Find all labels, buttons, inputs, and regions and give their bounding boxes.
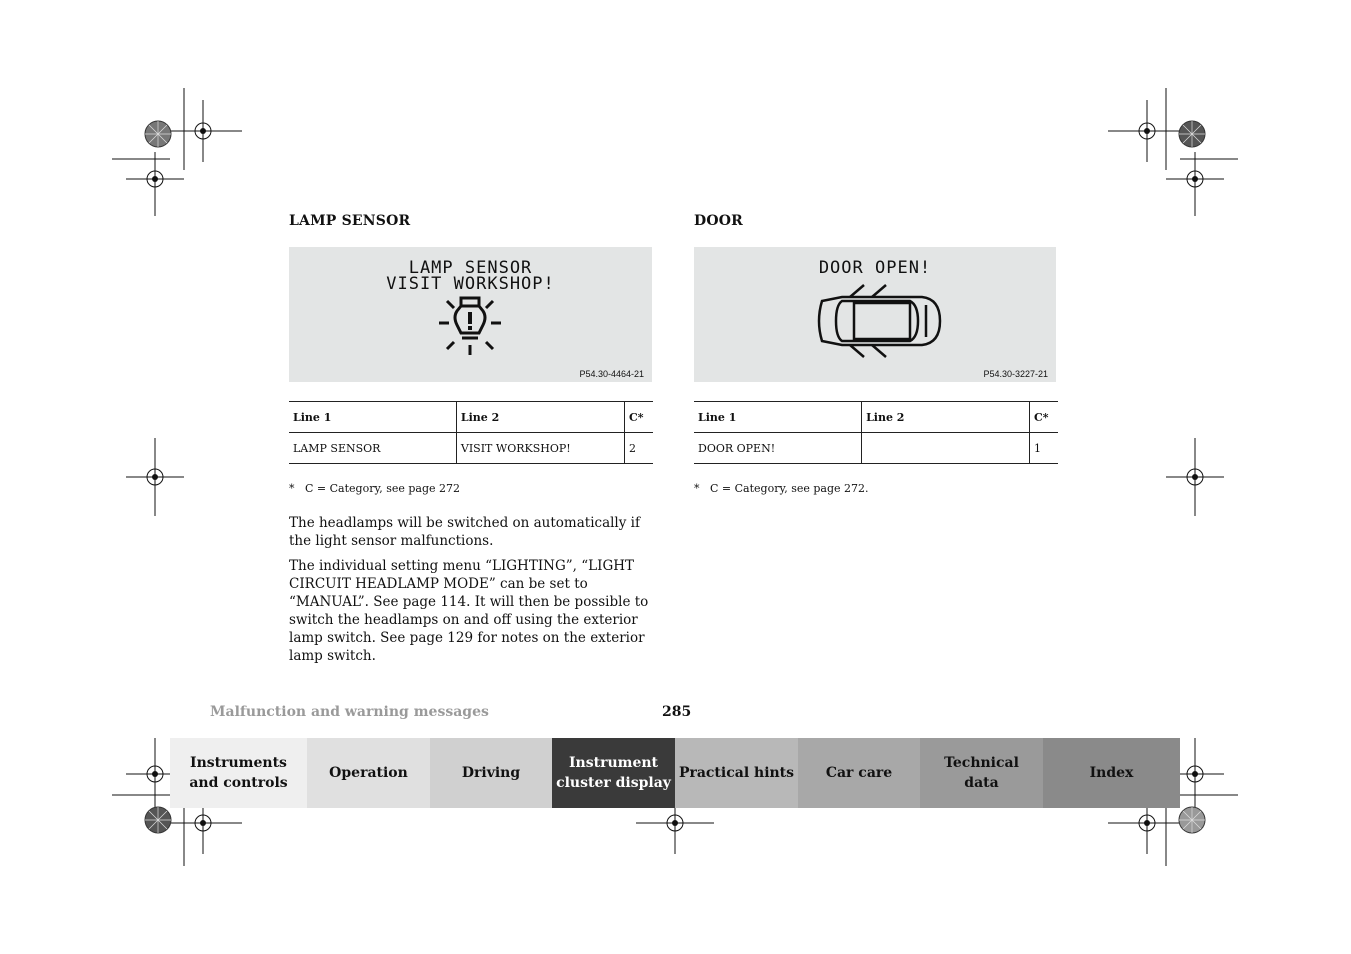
car-doors-open-icon <box>814 283 944 361</box>
footnote-text: C = Category, see page 272. <box>710 482 869 495</box>
chapter-tab-bar <box>170 738 1180 808</box>
section-title-door: DOOR <box>694 213 743 229</box>
footer-section-title: Malfunction and warning messages <box>210 704 489 720</box>
footnote-text: C = Category, see page 272 <box>305 482 461 495</box>
tab-label: Driving <box>461 765 521 781</box>
footnote-lamp-sensor <box>289 482 460 495</box>
display-line-1: LAMP SENSOR <box>408 258 533 278</box>
table-header-row <box>694 402 1058 433</box>
tab-index[interactable] <box>1043 738 1180 808</box>
display-line-2: VISIT WORKSHOP! <box>386 274 555 294</box>
message-table-door <box>694 401 1058 464</box>
figure-reference: P54.30-3227-21 <box>983 369 1048 379</box>
tab-label: Practical hints <box>678 765 795 781</box>
column-header-category: C* <box>1030 402 1058 433</box>
table-row <box>289 433 653 464</box>
section-title-lamp-sensor: LAMP SENSOR <box>289 213 411 229</box>
tab-label: Operation <box>329 765 408 781</box>
lamp-warning-icon <box>437 295 503 357</box>
column-header-category: C* <box>625 402 653 433</box>
paragraph: The individual setting menu “LIGHTING”, “LIGHT CIRCUIT HEADLAMP MODE” can be set to “MANUAL”. See page 114. It will then be possible to switch the headlamps on and off using the exterior lamp switch. See page 129 for notes on the exterior lamp switch. <box>289 558 649 664</box>
column-header-line-1: Line 1 <box>694 402 862 433</box>
paragraph: The headlamps will be switched on automatically if the light sensor malfunctions. <box>289 515 640 549</box>
cell-category: 2 <box>625 433 653 464</box>
tab-technical-data[interactable] <box>920 738 1043 808</box>
tab-driving[interactable] <box>430 738 552 808</box>
cell-line-1: LAMP SENSOR <box>289 433 456 464</box>
footnote-marker: * <box>289 482 295 495</box>
tab-label: Index <box>1089 765 1134 781</box>
message-table-lamp-sensor <box>289 401 653 464</box>
tab-car-care[interactable] <box>798 738 920 808</box>
table-row <box>694 433 1058 464</box>
tab-instrument-cluster-display[interactable] <box>552 738 675 808</box>
tab-practical-hints[interactable] <box>675 738 798 808</box>
cell-line-2: VISIT WORKSHOP! <box>456 433 624 464</box>
tab-label: Instruments and controls <box>189 755 288 791</box>
tab-operation[interactable] <box>307 738 430 808</box>
cell-line-1: DOOR OPEN! <box>694 433 862 464</box>
tab-label: Instrument cluster display <box>556 755 671 791</box>
table-header-row <box>289 402 653 433</box>
display-door <box>694 247 1056 382</box>
body-text-lamp-sensor <box>289 514 659 672</box>
display-lamp-sensor <box>289 247 652 382</box>
footnote-marker: * <box>694 482 700 495</box>
column-header-line-2: Line 2 <box>862 402 1030 433</box>
page-number: 285 <box>662 704 692 720</box>
footnote-door <box>694 482 869 495</box>
tab-label: Car care <box>825 765 893 781</box>
column-header-line-1: Line 1 <box>289 402 456 433</box>
cell-category: 1 <box>1030 433 1058 464</box>
display-line-1: DOOR OPEN! <box>818 258 932 278</box>
cell-line-2 <box>862 433 1030 464</box>
tab-instruments-and-controls[interactable] <box>170 738 307 808</box>
column-header-line-2: Line 2 <box>456 402 624 433</box>
figure-reference: P54.30-4464-21 <box>579 369 644 379</box>
tab-label: Technical data <box>944 755 1019 791</box>
